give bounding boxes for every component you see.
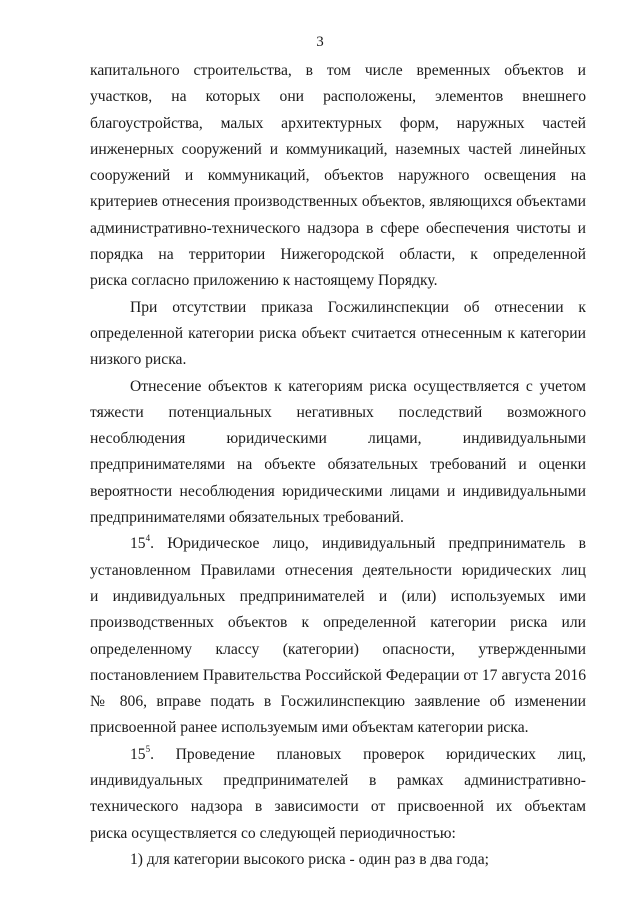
text-line: вероятности несоблюдения юридическими лицами и индивидуальными: [90, 482, 586, 500]
text-line: низкого риска.: [90, 351, 187, 369]
clause-number: 15: [130, 745, 146, 763]
text-line: капитального строительства, в том числе временных объектов и: [90, 62, 586, 79]
paragraph: [90, 531, 586, 741]
paragraph: [90, 847, 586, 873]
text-line: [90, 742, 586, 768]
text-line: постановлением Правительства Российской Федерации от 17 августа 2016: [90, 666, 586, 684]
text-line: присвоенной ранее используемым ими объектам категории риска.: [90, 719, 529, 737]
text-line: индивидуальных предпринимателей в рамках административно-: [90, 772, 586, 790]
text-line: критериев отнесения производственных объектов, являющихся объектами: [90, 193, 586, 211]
text-line: риска согласно приложению к настоящему Порядку.: [90, 272, 438, 290]
clause-superscript: 4: [145, 533, 151, 544]
text-line: благоустройства, малых архитектурных форм, наружных частей: [90, 114, 586, 132]
line-text: . Проведение плановых проверок юридических лиц,: [150, 745, 586, 763]
text-line: Отнесение объектов к категориям риска осуществляется с учетом: [130, 377, 586, 395]
text-line: определенному классу (категории) опасности, утвержденными: [90, 640, 586, 658]
text-line: и индивидуальных предпринимателей и (или) используемых ими: [90, 587, 586, 605]
text-line: производственных объектов к определенной категории риска или: [90, 614, 586, 632]
paragraph: [90, 742, 586, 847]
paragraph: [90, 58, 586, 295]
document-body: [90, 58, 586, 873]
text-line: тяжести потенциальных негативных последствий возможного: [90, 403, 586, 421]
text-line: предпринимателями на объекте обязательных требований и оценки: [90, 456, 586, 474]
text-line: технического надзора в зависимости от присвоенной их объектам: [90, 798, 586, 816]
text-line: 1) для категории высокого риска - один раз в два года;: [130, 850, 489, 868]
page-number: 3: [316, 34, 324, 50]
text-line: порядка на территории Нижегородской области, к определенной: [90, 246, 586, 264]
text-line: инженерных сооружений и коммуникаций, наземных частей линейных: [90, 140, 586, 158]
text-line: [90, 531, 586, 557]
text-line: сооружений и коммуникаций, объектов наружного освещения на: [90, 167, 586, 185]
paragraph: [90, 374, 586, 532]
text-line: предпринимателями обязательных требований.: [90, 509, 404, 527]
line-text: . Юридическое лицо, индивидуальный предприниматель в: [150, 535, 586, 553]
paragraph: [90, 295, 586, 374]
text-line: № 806, вправе подать в Госжилинспекцию заявление об изменении: [90, 693, 586, 711]
text-line: несоблюдения юридическими лицами, индивидуальными: [90, 430, 586, 448]
text-line: риска осуществляется со следующей периодичностью:: [90, 824, 456, 842]
text-line: При отсутствии приказа Госжилинспекции об отнесении к: [130, 298, 586, 316]
clause-superscript: 5: [145, 743, 151, 754]
text-line: участков, на которых они расположены, элементов внешнего: [90, 88, 586, 106]
text-line: административно-технического надзора в сфере обеспечения чистоты и: [90, 219, 586, 237]
text-line: определенной категории риска объект считается отнесенным к категории: [90, 324, 586, 342]
clause-number: 15: [130, 535, 146, 553]
text-line: установленном Правилами отнесения деятельности юридических лиц: [90, 561, 586, 579]
